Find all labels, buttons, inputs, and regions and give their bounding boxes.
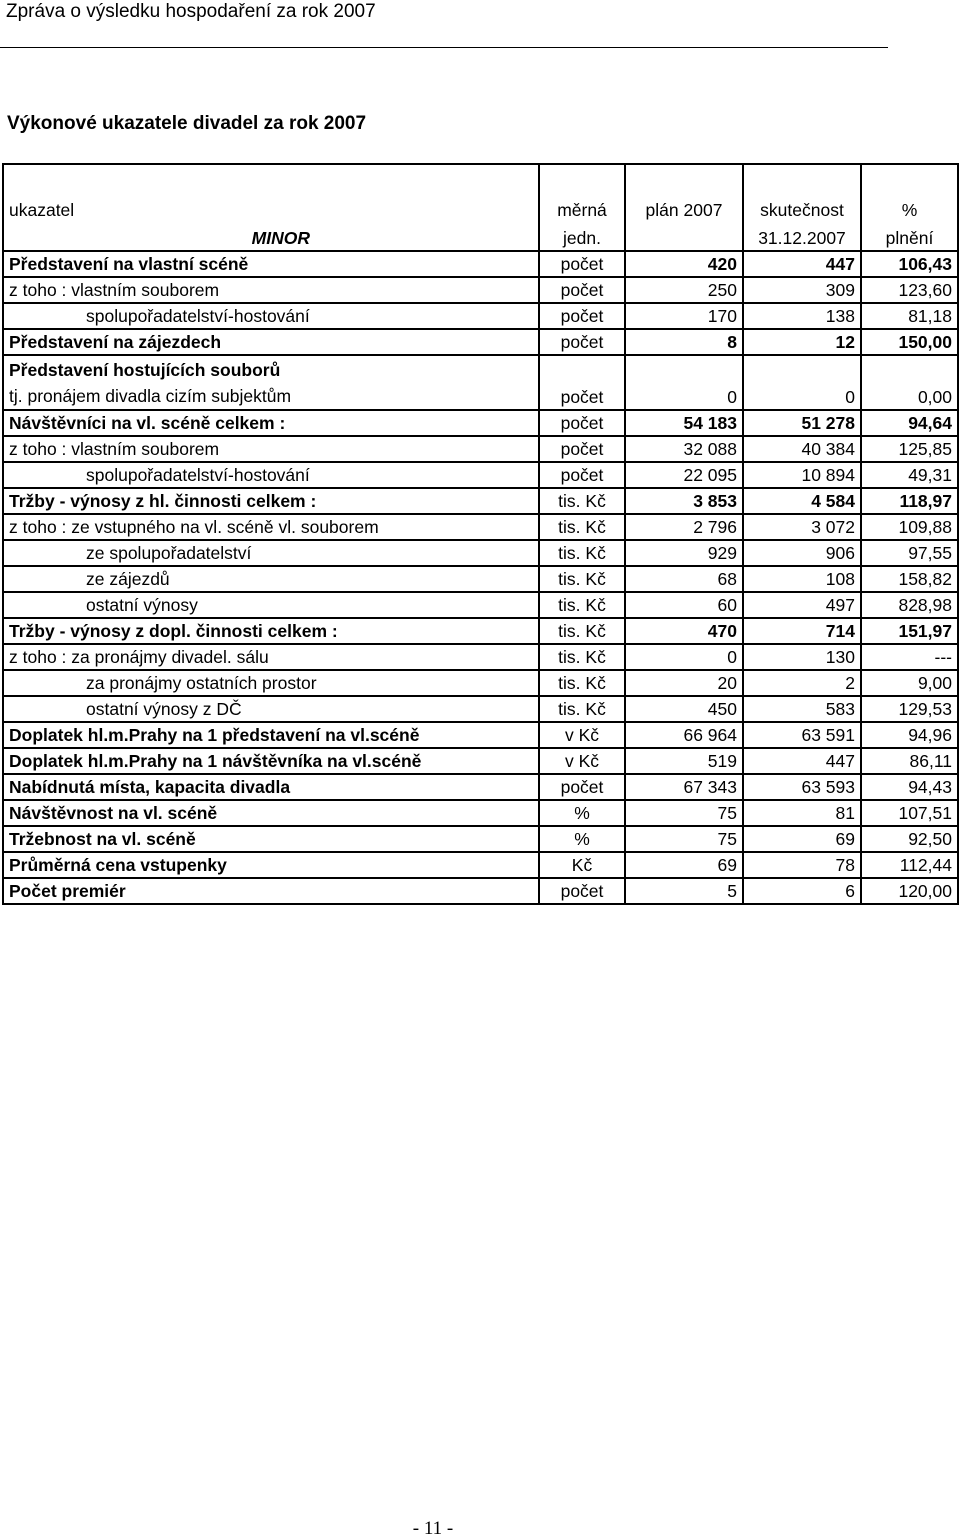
table-row xyxy=(3,488,958,514)
table-row xyxy=(3,644,958,670)
row-unit: tis. Kč xyxy=(539,696,625,722)
header-unit: měrná xyxy=(539,164,625,226)
table-row xyxy=(3,722,958,748)
row-label: ostatní výnosy xyxy=(3,592,539,618)
row-label: Doplatek hl.m.Prahy na 1 představení na vl.scéně xyxy=(3,722,539,748)
row-plan: 450 xyxy=(625,696,743,722)
row-plan: 929 xyxy=(625,540,743,566)
row-percent: 129,53 xyxy=(861,696,958,722)
row-unit: počet xyxy=(539,462,625,488)
table-row xyxy=(3,852,958,878)
row-actual: 0 xyxy=(743,355,861,410)
row-percent: 123,60 xyxy=(861,277,958,303)
table-row xyxy=(3,355,958,410)
row-percent: 125,85 xyxy=(861,436,958,462)
header-unit-2: jedn. xyxy=(539,226,625,251)
row-label: ostatní výnosy z DČ xyxy=(3,696,539,722)
row-label: ze spolupořadatelství xyxy=(3,540,539,566)
row-actual: 447 xyxy=(743,748,861,774)
row-percent: 118,97 xyxy=(861,488,958,514)
header-theatre-name: MINOR xyxy=(3,226,539,251)
row-unit: tis. Kč xyxy=(539,618,625,644)
row-label: spolupořadatelství-hostování xyxy=(3,303,539,329)
table-row xyxy=(3,592,958,618)
row-label: Představení hostujících souborů xyxy=(9,360,281,380)
row-percent: 97,55 xyxy=(861,540,958,566)
document-title: Výkonové ukazatele divadel za rok 2007 xyxy=(7,113,367,134)
row-percent: 158,82 xyxy=(861,566,958,592)
row-plan: 67 343 xyxy=(625,774,743,800)
row-unit: počet xyxy=(539,774,625,800)
table-row xyxy=(3,670,958,696)
row-actual: 906 xyxy=(743,540,861,566)
performance-indicators-table xyxy=(2,163,959,905)
header-plan: plán 2007 xyxy=(625,164,743,226)
row-actual: 81 xyxy=(743,800,861,826)
header-actual-date: 31.12.2007 xyxy=(743,226,861,251)
table-row xyxy=(3,540,958,566)
row-plan: 250 xyxy=(625,277,743,303)
row-percent: 81,18 xyxy=(861,303,958,329)
table-row xyxy=(3,748,958,774)
header-rule xyxy=(0,47,888,48)
row-unit: Kč xyxy=(539,852,625,878)
row-unit: počet xyxy=(539,329,625,355)
row-percent: 94,43 xyxy=(861,774,958,800)
row-label: Návštěvnost na vl. scéně xyxy=(3,800,539,826)
header-percent: % xyxy=(861,164,958,226)
table-row xyxy=(3,618,958,644)
row-unit: počet xyxy=(539,303,625,329)
row-label: Návštěvníci na vl. scéně celkem : xyxy=(3,410,539,436)
row-label-two-line xyxy=(3,355,539,410)
row-actual: 583 xyxy=(743,696,861,722)
table-row xyxy=(3,774,958,800)
row-actual: 78 xyxy=(743,852,861,878)
row-plan: 69 xyxy=(625,852,743,878)
table-row xyxy=(3,303,958,329)
row-label: Nabídnutá místa, kapacita divadla xyxy=(3,774,539,800)
table-row xyxy=(3,462,958,488)
row-plan: 2 796 xyxy=(625,514,743,540)
row-percent: 151,97 xyxy=(861,618,958,644)
row-percent: 106,43 xyxy=(861,251,958,277)
row-actual: 51 278 xyxy=(743,410,861,436)
row-percent: 86,11 xyxy=(861,748,958,774)
row-actual: 138 xyxy=(743,303,861,329)
row-actual: 447 xyxy=(743,251,861,277)
row-percent: 107,51 xyxy=(861,800,958,826)
row-actual: 63 593 xyxy=(743,774,861,800)
row-actual: 130 xyxy=(743,644,861,670)
row-unit: počet xyxy=(539,410,625,436)
row-actual: 63 591 xyxy=(743,722,861,748)
table-row xyxy=(3,436,958,462)
row-plan: 519 xyxy=(625,748,743,774)
row-unit: v Kč xyxy=(539,748,625,774)
row-percent: 109,88 xyxy=(861,514,958,540)
row-label: z toho : ze vstupného na vl. scéně vl. souborem xyxy=(3,514,539,540)
row-label: spolupořadatelství-hostování xyxy=(3,462,539,488)
row-plan: 60 xyxy=(625,592,743,618)
table-row xyxy=(3,277,958,303)
table-row xyxy=(3,878,958,904)
header-fulfilment: plnění xyxy=(861,226,958,251)
table-header-row-1 xyxy=(3,164,958,226)
table-row xyxy=(3,826,958,852)
row-plan: 32 088 xyxy=(625,436,743,462)
row-plan: 170 xyxy=(625,303,743,329)
row-label: ze zájezdů xyxy=(3,566,539,592)
row-unit: počet xyxy=(539,355,625,410)
row-percent: 9,00 xyxy=(861,670,958,696)
table-row xyxy=(3,566,958,592)
row-unit: tis. Kč xyxy=(539,644,625,670)
row-actual: 10 894 xyxy=(743,462,861,488)
row-unit: tis. Kč xyxy=(539,592,625,618)
table-row xyxy=(3,514,958,540)
row-unit: počet xyxy=(539,436,625,462)
row-label: za pronájmy ostatních prostor xyxy=(3,670,539,696)
row-plan: 5 xyxy=(625,878,743,904)
header-indicator: ukazatel xyxy=(3,164,539,226)
page-header-title: Zpráva o výsledku hospodaření za rok 2007 xyxy=(6,1,376,22)
row-plan: 20 xyxy=(625,670,743,696)
row-unit: tis. Kč xyxy=(539,670,625,696)
row-plan: 75 xyxy=(625,800,743,826)
row-unit: tis. Kč xyxy=(539,566,625,592)
row-plan: 0 xyxy=(625,355,743,410)
row-plan: 68 xyxy=(625,566,743,592)
row-percent: 92,50 xyxy=(861,826,958,852)
row-plan: 0 xyxy=(625,644,743,670)
row-unit: tis. Kč xyxy=(539,514,625,540)
row-unit: tis. Kč xyxy=(539,540,625,566)
row-actual: 4 584 xyxy=(743,488,861,514)
row-label: Tržebnost na vl. scéně xyxy=(3,826,539,852)
row-unit: počet xyxy=(539,277,625,303)
row-actual: 3 072 xyxy=(743,514,861,540)
row-percent: 49,31 xyxy=(861,462,958,488)
row-plan: 420 xyxy=(625,251,743,277)
row-label: z toho : vlastním souborem xyxy=(3,277,539,303)
table-row xyxy=(3,329,958,355)
row-actual: 497 xyxy=(743,592,861,618)
row-plan: 54 183 xyxy=(625,410,743,436)
row-plan: 3 853 xyxy=(625,488,743,514)
row-percent: 0,00 xyxy=(861,355,958,410)
table-row xyxy=(3,410,958,436)
row-unit: počet xyxy=(539,878,625,904)
row-label-sub: tj. pronájem divadla cizím subjektům xyxy=(9,386,292,406)
row-label: Představení na vlastní scéně xyxy=(3,251,539,277)
table-row xyxy=(3,800,958,826)
row-label: Představení na zájezdech xyxy=(3,329,539,355)
row-unit: % xyxy=(539,800,625,826)
row-percent: 94,96 xyxy=(861,722,958,748)
row-actual: 108 xyxy=(743,566,861,592)
row-plan: 75 xyxy=(625,826,743,852)
row-percent: 94,64 xyxy=(861,410,958,436)
row-percent: --- xyxy=(861,644,958,670)
row-label: z toho : za pronájmy divadel. sálu xyxy=(3,644,539,670)
header-actual: skutečnost xyxy=(743,164,861,226)
row-percent: 112,44 xyxy=(861,852,958,878)
table-header-row-2 xyxy=(3,226,958,251)
row-actual: 309 xyxy=(743,277,861,303)
row-percent: 150,00 xyxy=(861,329,958,355)
row-unit: v Kč xyxy=(539,722,625,748)
row-label: z toho : vlastním souborem xyxy=(3,436,539,462)
row-plan: 66 964 xyxy=(625,722,743,748)
row-plan: 470 xyxy=(625,618,743,644)
row-unit: počet xyxy=(539,251,625,277)
row-actual: 12 xyxy=(743,329,861,355)
row-unit: tis. Kč xyxy=(539,488,625,514)
row-label: Tržby - výnosy z dopl. činnosti celkem : xyxy=(3,618,539,644)
row-actual: 40 384 xyxy=(743,436,861,462)
row-label: Doplatek hl.m.Prahy na 1 návštěvníka na vl.scéně xyxy=(3,748,539,774)
row-unit: % xyxy=(539,826,625,852)
header-plan-2 xyxy=(625,226,743,251)
row-percent: 828,98 xyxy=(861,592,958,618)
row-plan: 22 095 xyxy=(625,462,743,488)
table-row xyxy=(3,251,958,277)
page-number: - 11 - xyxy=(412,1518,454,1539)
row-actual: 69 xyxy=(743,826,861,852)
row-percent: 120,00 xyxy=(861,878,958,904)
row-actual: 6 xyxy=(743,878,861,904)
row-plan: 8 xyxy=(625,329,743,355)
row-label: Průměrná cena vstupenky xyxy=(3,852,539,878)
row-label: Počet premiér xyxy=(3,878,539,904)
row-actual: 714 xyxy=(743,618,861,644)
row-label: Tržby - výnosy z hl. činnosti celkem : xyxy=(3,488,539,514)
table-row xyxy=(3,696,958,722)
row-actual: 2 xyxy=(743,670,861,696)
